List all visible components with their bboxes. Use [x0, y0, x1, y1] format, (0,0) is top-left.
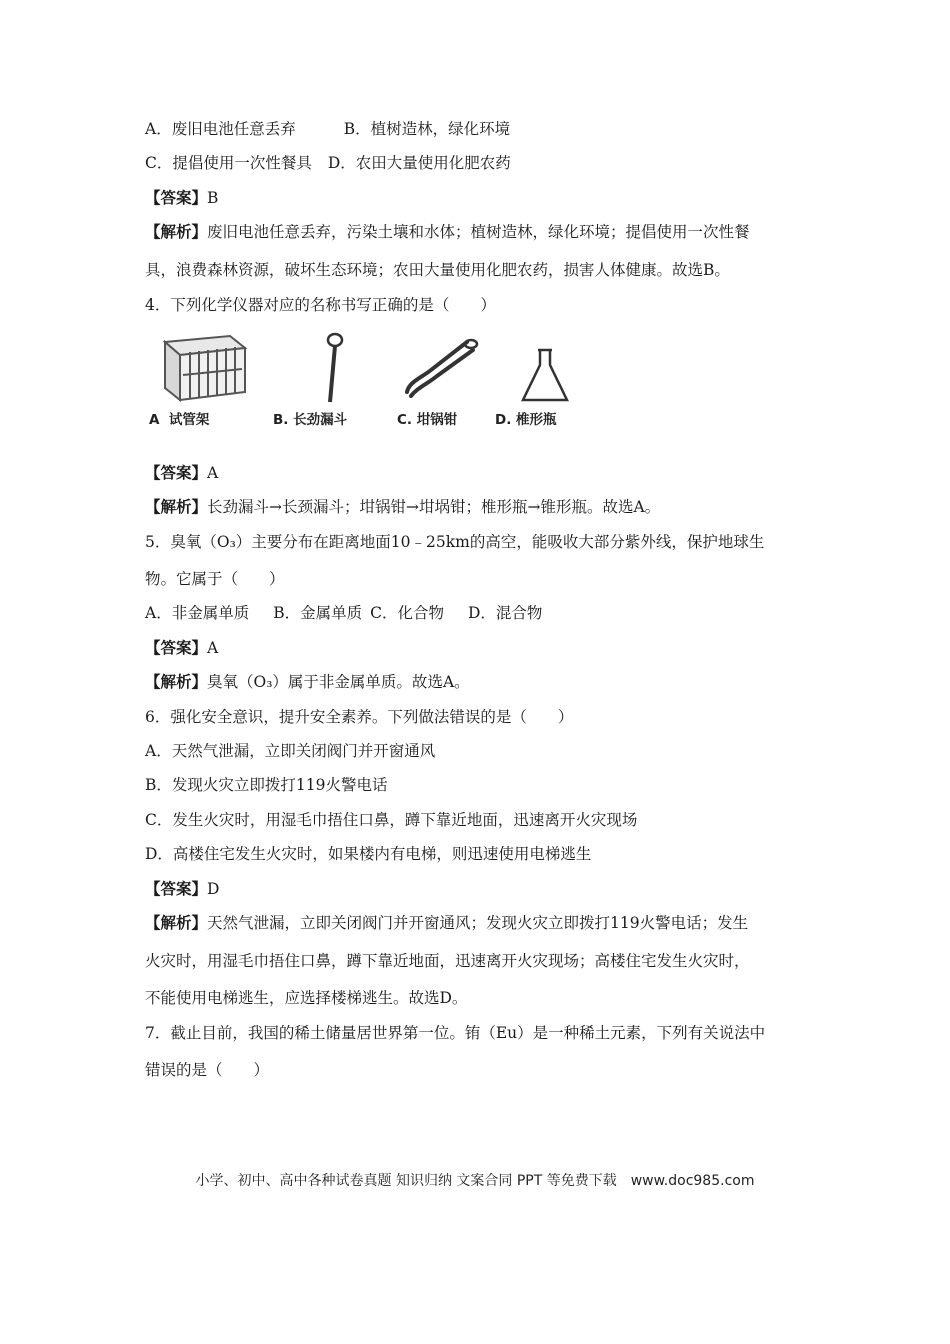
- figure-item-a: [145, 330, 255, 435]
- q7-question-line-1: 7．截止目前，我国的稀土储量居世界第一位。铕（Eu）是一种稀土元素，下列有关说法中: [145, 1024, 766, 1042]
- q6-analysis-line-3: 不能使用电梯逃生，应选择楼梯逃生。故选D。: [145, 989, 468, 1007]
- item-b-letter: B.: [273, 412, 289, 428]
- q5-analysis-line-1: 【解析】臭氧（O₃）属于非金属单质。故选A。: [145, 673, 470, 691]
- test-tube-rack-icon: [145, 330, 255, 410]
- q5-option-c: C．化合物: [370, 604, 444, 622]
- answer-value: A: [207, 639, 219, 657]
- figure-item-c: [397, 330, 497, 435]
- q3-answer: [145, 188, 218, 208]
- answer-value: D: [207, 880, 220, 898]
- q6-analysis-line-1: 【解析】天然气泄漏，立即关闭阀门并开窗通风；发现火灾立即拨打119火警电话；发生: [145, 914, 749, 932]
- analysis-label: 【解析】: [145, 498, 208, 516]
- item-d-name: 椎形瓶: [516, 412, 557, 428]
- q3-options-row-1: [145, 119, 510, 139]
- answer-label: 【答案】: [145, 880, 208, 898]
- crucible-tongs-icon: [397, 330, 497, 410]
- analysis-label: 【解析】: [145, 914, 208, 932]
- q5-question-line-2: 物。它属于（ ）: [145, 570, 285, 588]
- q3-option-d: D．农田大量使用化肥农药: [327, 154, 511, 172]
- q6-option-b: B．发现火灾立即拨打119火警电话: [145, 776, 388, 794]
- analysis-label: 【解析】: [145, 223, 208, 241]
- q3-option-c: C．提倡使用一次性餐具: [145, 154, 312, 172]
- q5-options-row: [145, 603, 542, 623]
- answer-value: A: [207, 464, 219, 482]
- item-b-name: 长劲漏斗: [293, 412, 348, 428]
- figure-item-d: [495, 330, 595, 435]
- q4-question: 4．下列化学仪器对应的名称书写正确的是（ ）: [145, 296, 496, 314]
- q6-answer: [145, 879, 219, 899]
- q3-options-row-2: [145, 153, 511, 173]
- q7-question-line-2: 错误的是（ ）: [145, 1061, 270, 1079]
- q5-question-line-1: 5．臭氧（O₃）主要分布在距离地面10﹣25km的高空，能吸收大部分紫外线，保护地球生: [145, 533, 765, 551]
- q4-instrument-figure: [145, 330, 595, 435]
- conical-flask-icon: [495, 330, 595, 410]
- q6-option-c: C．发生火灾时，用湿毛巾捂住口鼻，蹲下靠近地面，迅速离开火灾现场: [145, 811, 638, 829]
- figure-item-b: [273, 330, 373, 435]
- q6-option-d: D．高楼住宅发生火灾时，如果楼内有电梯，则迅速使用电梯逃生: [145, 845, 592, 863]
- answer-value: B: [207, 189, 219, 207]
- q4-analysis-line-1: 【解析】长劲漏斗→长颈漏斗；坩锅钳→坩埚钳；椎形瓶→锥形瓶。故选A。: [145, 498, 661, 516]
- q3-option-a: A．废旧电池任意丢弃: [145, 120, 296, 138]
- answer-label: 【答案】: [145, 464, 208, 482]
- item-d-letter: D.: [495, 412, 512, 428]
- q5-option-d: D．混合物: [467, 604, 543, 622]
- item-a-letter: A: [149, 412, 160, 428]
- q6-option-a: A．天然气泄漏，立即关闭阀门并开窗通风: [145, 742, 436, 760]
- answer-label: 【答案】: [145, 189, 208, 207]
- item-c-letter: C.: [397, 412, 413, 428]
- q3-analysis-line-2: 具，浪费森林资源，破坏生态环境；农田大量使用化肥农药，损害人体健康。故选B。: [145, 261, 730, 279]
- q6-question: 6．强化安全意识，提升安全素养。下列做法错误的是（ ）: [145, 708, 574, 726]
- q5-option-a: A．非金属单质: [145, 604, 250, 622]
- item-c-name: 坩锅钳: [416, 412, 458, 428]
- q5-option-b: B．金属单质: [273, 604, 363, 622]
- q6-analysis-line-2: 火灾时，用湿毛巾捂住口鼻，蹲下靠近地面，迅速离开火灾现场；高楼住宅发生火灾时，: [145, 952, 750, 970]
- q5-answer: [145, 638, 218, 658]
- q4-answer: [145, 463, 218, 483]
- page-footer: 小学、初中、高中各种试卷真题 知识归纳 文案合同 PPT 等免费下载 www.doc985.com: [195, 1173, 755, 1189]
- analysis-label: 【解析】: [145, 673, 208, 691]
- long-neck-funnel-icon: [273, 330, 373, 410]
- item-a-name: 试管架: [168, 412, 210, 428]
- answer-label: 【答案】: [145, 639, 208, 657]
- q3-analysis-line-1: 【解析】废旧电池任意丢弃，污染土壤和水体；植树造林，绿化环境；提倡使用一次性餐: [145, 223, 750, 241]
- q3-option-b: B．植树造林，绿化环境: [343, 120, 511, 138]
